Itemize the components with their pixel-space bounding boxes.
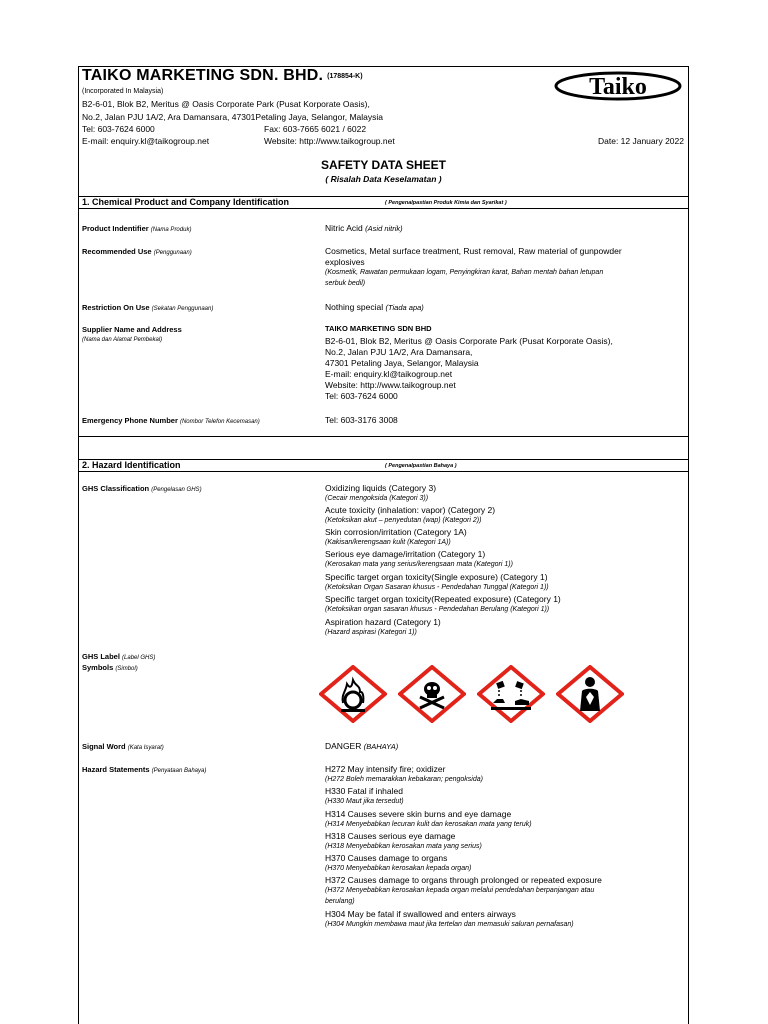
supplier-email: E-mail: enquiry.kl@taikogroup.net	[325, 369, 453, 379]
recommended-use-ms-1: (Kosmetik, Rawatan permukaan logam, Penyingkiran karat, Bahan mentah bahan letupan	[325, 269, 604, 276]
ghs-classification-label: GHS Classification (Pengelasan GHS)	[82, 484, 202, 493]
hazard-statements-label: Hazard Statements (Penyataan Bahaya)	[82, 765, 207, 774]
company-fax: Fax: 603-7665 6021 / 6022	[264, 124, 367, 134]
section2-subtitle: ( Pengenalpastian Bahaya )	[385, 463, 457, 469]
supplier-address-3: 47301 Petaling Jaya, Selangor, Malaysia	[325, 358, 479, 368]
hazard-h272-ms: (H272 Boleh memarakkan kebakaran; pengoksida)	[325, 776, 483, 783]
ghs-class-1: Oxidizing liquids (Category 3)	[325, 483, 437, 493]
company-tel: Tel: 603-7624 6000	[82, 124, 155, 134]
company-address-line1: B2-6-01, Blok B2, Meritus @ Oasis Corporate Park (Pusat Korporate Oasis),	[82, 99, 370, 109]
recommended-use-ms-2: serbuk bedil)	[325, 280, 366, 287]
section2-header	[79, 459, 688, 472]
ghs-class-1-ms: (Cecair mengoksida (Kategori 3))	[325, 495, 429, 502]
recommended-use-value-2: explosives	[325, 257, 365, 267]
hazard-h370-ms: (H370 Menyebabkan kerosakan kepada organ)	[325, 865, 472, 872]
hazard-h330-ms: (H330 Maut jika tersedut)	[325, 798, 404, 805]
corrosion-icon	[477, 665, 545, 723]
hazard-h318-ms: (H318 Menyebabkan kerosakan mata yang serius)	[325, 843, 482, 850]
ghs-class-6-ms: (Ketoksikan organ sasaran khusus - Pendedahan Berulang (Kategori 1))	[325, 606, 550, 613]
restriction-label: Restriction On Use (Sekatan Penggunaan)	[82, 303, 214, 312]
document-title: SAFETY DATA SHEET	[321, 158, 446, 172]
supplier-tel: Tel: 603-7624 6000	[325, 391, 398, 401]
hazard-h314: H314 Causes severe skin burns and eye damage	[325, 809, 512, 819]
hazard-h370: H370 Causes damage to organs	[325, 853, 448, 863]
hazard-h304-ms: (H304 Mungkin membawa maut jika tertelan dan memasuki saluran pernafasan)	[325, 921, 574, 928]
supplier-website: Website: http://www.taikogroup.net	[325, 380, 456, 390]
supplier-name: TAIKO MARKETING SDN BHD	[325, 324, 432, 333]
taiko-logo-text: Taiko	[589, 74, 647, 100]
skull-crossbones-icon	[398, 665, 466, 723]
ghs-class-5-ms: (Ketoksikan Organ Sasaran khusus - Pendedahan Tunggal (Kategori 1))	[325, 584, 549, 591]
supplier-address-1: B2-6-01, Blok B2, Meritus @ Oasis Corporate Park (Pusat Korporate Oasis),	[325, 336, 613, 346]
ghs-label-label: GHS Label (Label GHS)	[82, 652, 156, 661]
ghs-class-6: Specific target organ toxicity(Repeated exposure) (Category 1)	[325, 594, 561, 604]
hazard-h372-ms-2: berulang)	[325, 898, 355, 905]
company-name: TAIKO MARKETING SDN. BHD. (178854-K)	[82, 67, 363, 84]
company-email: E-mail: enquiry.kl@taikogroup.net	[82, 136, 210, 146]
document-subtitle: ( Risalah Data Keselamatan )	[325, 174, 442, 184]
hazard-h372: H372 Causes damage to organs through prolonged or repeated exposure	[325, 875, 602, 885]
ghs-class-3-ms: (Kakisan/kerengsaan kulit (Kategori 1A))	[325, 539, 451, 546]
recommended-use-value-1: Cosmetics, Metal surface treatment, Rust removal, Raw material of gunpowder	[325, 246, 622, 256]
recommended-use-label: Recommended Use (Penggunaan)	[82, 247, 192, 256]
divider	[79, 436, 688, 437]
health-hazard-icon	[556, 665, 624, 723]
company-header	[79, 67, 688, 193]
company-address-line2: No.2, Jalan PJU 1A/2, Ara Damansara, 47301Petaling Jaya, Selangor, Malaysia	[82, 112, 383, 122]
flame-over-circle-icon	[319, 665, 387, 723]
incorporated-note: (Incorporated In Malaysia)	[82, 88, 164, 95]
ghs-class-7: Aspiration hazard (Category 1)	[325, 617, 441, 627]
hazard-h304: H304 May be fatal if swallowed and enters airways	[325, 909, 516, 919]
product-identifier-label: Product Indentifier (Nama Produk)	[82, 224, 192, 233]
hazard-h372-ms: (H372 Menyebabkan kerosakan kepada organ melalui pendedahan berpanjangan atau	[325, 887, 595, 894]
hazard-h318: H318 Causes serious eye damage	[325, 831, 456, 841]
section1-subtitle: ( Pengenalpastian Produk Kimia dan Syarikat )	[385, 200, 507, 206]
section2-title: 2. Hazard Identification	[82, 460, 181, 470]
company-reg-no: (178854-K)	[327, 73, 363, 80]
hazard-h330: H330 Fatal if inhaled	[325, 786, 403, 796]
ghs-class-2-ms: (Ketoksikan akut – penyedutan (wap) (Kategori 2))	[325, 517, 482, 524]
taiko-logo	[554, 71, 682, 101]
supplier-address-2: No.2, Jalan PJU 1A/2, Ara Damansara,	[325, 347, 473, 357]
section1-title: 1. Chemical Product and Company Identification	[82, 197, 290, 207]
signal-word-value: DANGER (BAHAYA)	[325, 741, 399, 751]
hazard-h314-ms: (H314 Menyebabkan lecuran kulit dan kerosakan mata yang teruk)	[325, 821, 532, 828]
product-identifier-value: Nitric Acid (Asid nitrik)	[325, 223, 403, 233]
ghs-class-5: Specific target organ toxicity(Single exposure) (Category 1)	[325, 572, 548, 582]
ghs-class-3: Skin corrosion/irritation (Category 1A)	[325, 527, 467, 537]
hazard-h272: H272 May intensify fire; oxidizer	[325, 764, 446, 774]
ghs-class-4-ms: (Kerosakan mata yang serius/kerengsaan mata (Kategori 1))	[325, 561, 513, 568]
ghs-class-7-ms: (Hazard aspirasi (Kategori 1))	[325, 629, 417, 636]
document-date: Date: 12 January 2022	[597, 136, 684, 146]
emergency-phone-label: Emergency Phone Number (Nombor Telefon Kecemasan)	[82, 416, 260, 425]
restriction-value: Nothing special (Tiada apa)	[325, 302, 424, 312]
supplier-label-ms: (Nama dan Alamat Pembekal)	[82, 337, 163, 343]
symbols-label: Symbols (Simbol)	[82, 663, 138, 672]
supplier-label: Supplier Name and Address	[82, 325, 182, 334]
section1-header	[79, 196, 688, 209]
ghs-class-4: Serious eye damage/irritation (Category 1)	[325, 549, 486, 559]
sds-page	[78, 66, 689, 1024]
company-website: Website: http://www.taikogroup.net	[264, 136, 395, 146]
emergency-phone-value: Tel: 603-3176 3008	[325, 415, 398, 425]
signal-word-label: Signal Word (Kata Isyarat)	[82, 742, 164, 751]
ghs-class-2: Acute toxicity (inhalation: vapor) (Category 2)	[325, 505, 496, 515]
